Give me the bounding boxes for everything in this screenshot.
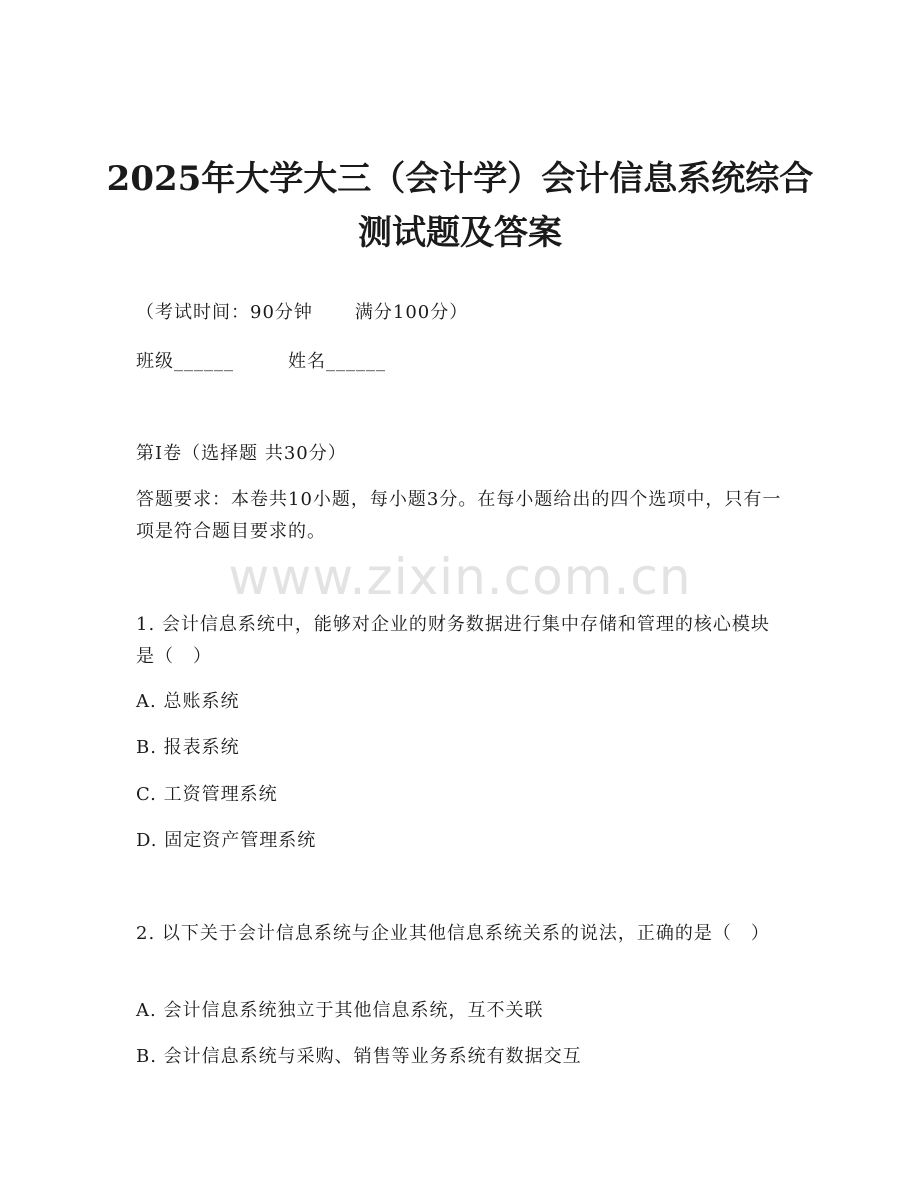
question-option: B. 报表系统 (136, 737, 240, 758)
question-stem: 1. 会计信息系统中，能够对企业的财务数据进行集中存储和管理的核心模块是（ ） (136, 614, 770, 667)
question-stem: 2. 以下关于会计信息系统与企业其他信息系统关系的说法，正确的是（ ） (136, 923, 770, 944)
section-heading: 第Ⅰ卷（选择题 共30分） (136, 443, 347, 464)
name-field: 姓名______ (288, 351, 386, 372)
exam-info (136, 297, 468, 329)
question-option: C. 工资管理系统 (136, 784, 278, 805)
exam-time: （考试时间：90分钟 (136, 302, 313, 323)
document-title: 2025年大学大三（会计学）会计信息系统综合测试题及答案 (106, 159, 814, 253)
class-field: 班级______ (136, 351, 234, 372)
student-fields (136, 346, 386, 378)
question-option: B. 会计信息系统与采购、销售等业务系统有数据交互 (136, 1046, 582, 1067)
exam-score: 满分100分） (354, 302, 469, 323)
question-option: A. 总账系统 (136, 691, 240, 712)
section-instructions: 答题要求：本卷共10小题，每小题3分。在每小题给出的四个选项中，只有一项是符合题目要求的。 (136, 489, 782, 542)
question-option: A. 会计信息系统独立于其他信息系统，互不关联 (136, 1000, 544, 1021)
question-option: D. 固定资产管理系统 (136, 830, 317, 851)
watermark: www.zixin.com.cn (228, 548, 692, 606)
